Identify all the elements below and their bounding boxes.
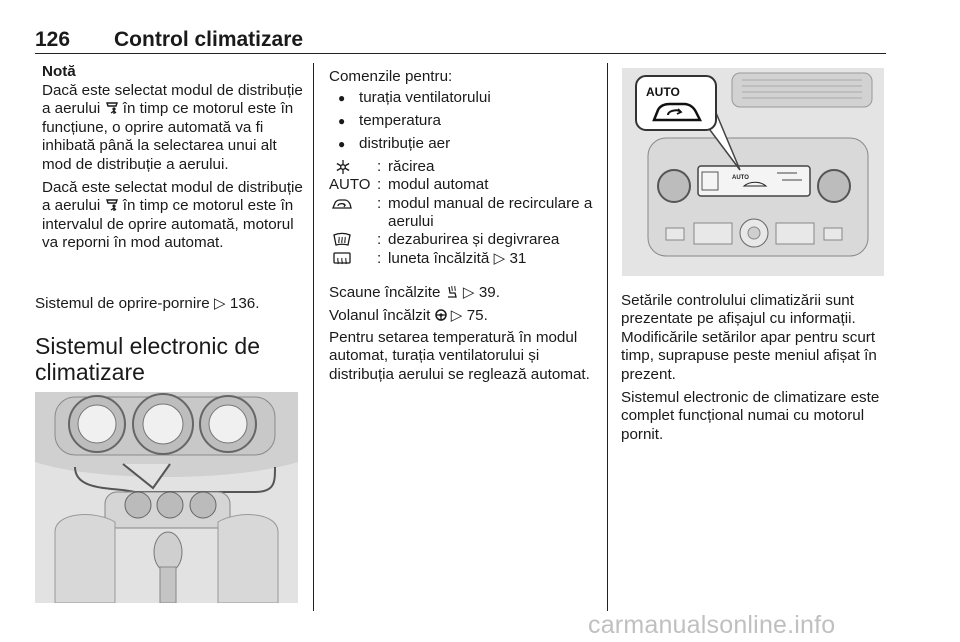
legend-row-auto: AUTO : modul automat bbox=[329, 176, 489, 194]
snowflake-icon bbox=[335, 159, 351, 175]
controls-bullet-list bbox=[329, 89, 599, 153]
note-paragraph-1: Dacă este selectat modul de distribuție a aerului în timp ce motorul este în funcțiune, o oprire automată va fi inhibată până la selectarea unui alt mod de distribuție a aerului. bbox=[42, 81, 303, 173]
note-paragraph-2: Dacă este selectat modul de distribuție a aerului în timp ce motorul este în intervalul de oprire automată, motorul va reporni în mod automat. bbox=[42, 178, 303, 252]
auto-mode-paragraph: Pentru setarea temperatură în modul automat, turația ventilatorului și distribuția aerului se reglează automat. bbox=[329, 328, 590, 383]
console-illustration bbox=[35, 392, 298, 603]
note-block bbox=[42, 63, 304, 257]
callout-auto-label: AUTO bbox=[646, 85, 680, 99]
page-ref-link[interactable]: 136. bbox=[229, 295, 260, 312]
legend-row-rear-window: : luneta încălzită ▷ 31 bbox=[329, 250, 599, 268]
heated-seat-icon bbox=[445, 285, 459, 299]
controls-intro: Comenzile pentru: bbox=[329, 68, 453, 85]
page-ref-arrow-icon: ▷ bbox=[450, 306, 463, 324]
panel-display-auto-label: AUTO bbox=[732, 175, 749, 181]
page-ref-arrow-icon: ▷ bbox=[493, 249, 506, 267]
list-item: ● temperatura bbox=[329, 112, 599, 130]
list-item: ● turația ventilatorului bbox=[329, 89, 599, 107]
climate-panel-illustration bbox=[622, 68, 884, 276]
auto-symbol: AUTO bbox=[329, 176, 371, 194]
chapter-title: Control climatizare bbox=[114, 28, 304, 51]
header-rule bbox=[35, 53, 886, 54]
page-ref-arrow-icon: ▷ bbox=[462, 284, 475, 302]
watermark: carmanualsonline.info bbox=[588, 611, 836, 639]
display-settings-paragraph: Setările controlului climatizării sunt prezentate pe afișajul cu informații. Modificările setărilor apar pentru scurt timp, suprapuse peste meniul afișat în prezent. bbox=[621, 292, 877, 383]
air-distribution-windscreen-icon bbox=[105, 198, 119, 212]
recirculation-icon bbox=[331, 197, 353, 211]
list-item: ● distribuție aer bbox=[329, 135, 599, 153]
heated-wheel-line: Volanul încălzit ▷ 75. bbox=[329, 306, 488, 324]
page-ref-link[interactable]: 75. bbox=[466, 306, 488, 324]
legend-row-cooling: : răcirea bbox=[329, 158, 599, 176]
climate-panel-photo bbox=[622, 68, 884, 276]
console-photo bbox=[35, 392, 298, 603]
stop-start-reference: Sistemul de oprire-pornire ▷ 136. bbox=[35, 295, 260, 312]
note-title: Notă bbox=[42, 63, 76, 80]
legend-row-defrost: : dezaburirea și degivrarea bbox=[329, 231, 599, 249]
symbol-legend bbox=[329, 158, 599, 268]
heated-steering-wheel-icon bbox=[435, 309, 447, 321]
legend-row-recirculation: : modul manual de recirculare a aerului bbox=[329, 195, 599, 232]
rear-window-heat-icon bbox=[333, 251, 351, 267]
heated-seats-line: Scaune încălzite ▷ 39. bbox=[329, 284, 500, 302]
page-number: 126 bbox=[35, 28, 71, 51]
column-divider-right bbox=[607, 63, 608, 611]
air-distribution-windscreen-icon bbox=[105, 101, 119, 115]
page-ref-link[interactable]: 39. bbox=[478, 284, 500, 302]
defrost-icon bbox=[333, 232, 351, 248]
right-text-column bbox=[621, 292, 887, 444]
controls-column bbox=[329, 68, 599, 384]
column-divider-left bbox=[313, 63, 314, 611]
page-ref-arrow-icon: ▷ bbox=[213, 295, 226, 312]
section-title: Sistemul electronic de climatizare bbox=[35, 333, 260, 385]
engine-running-paragraph: Sistemul electronic de climatizare este complet funcțional numai cu motorul pornit. bbox=[621, 389, 880, 443]
page-header bbox=[35, 28, 885, 52]
page-ref-link[interactable]: 31 bbox=[509, 249, 527, 267]
